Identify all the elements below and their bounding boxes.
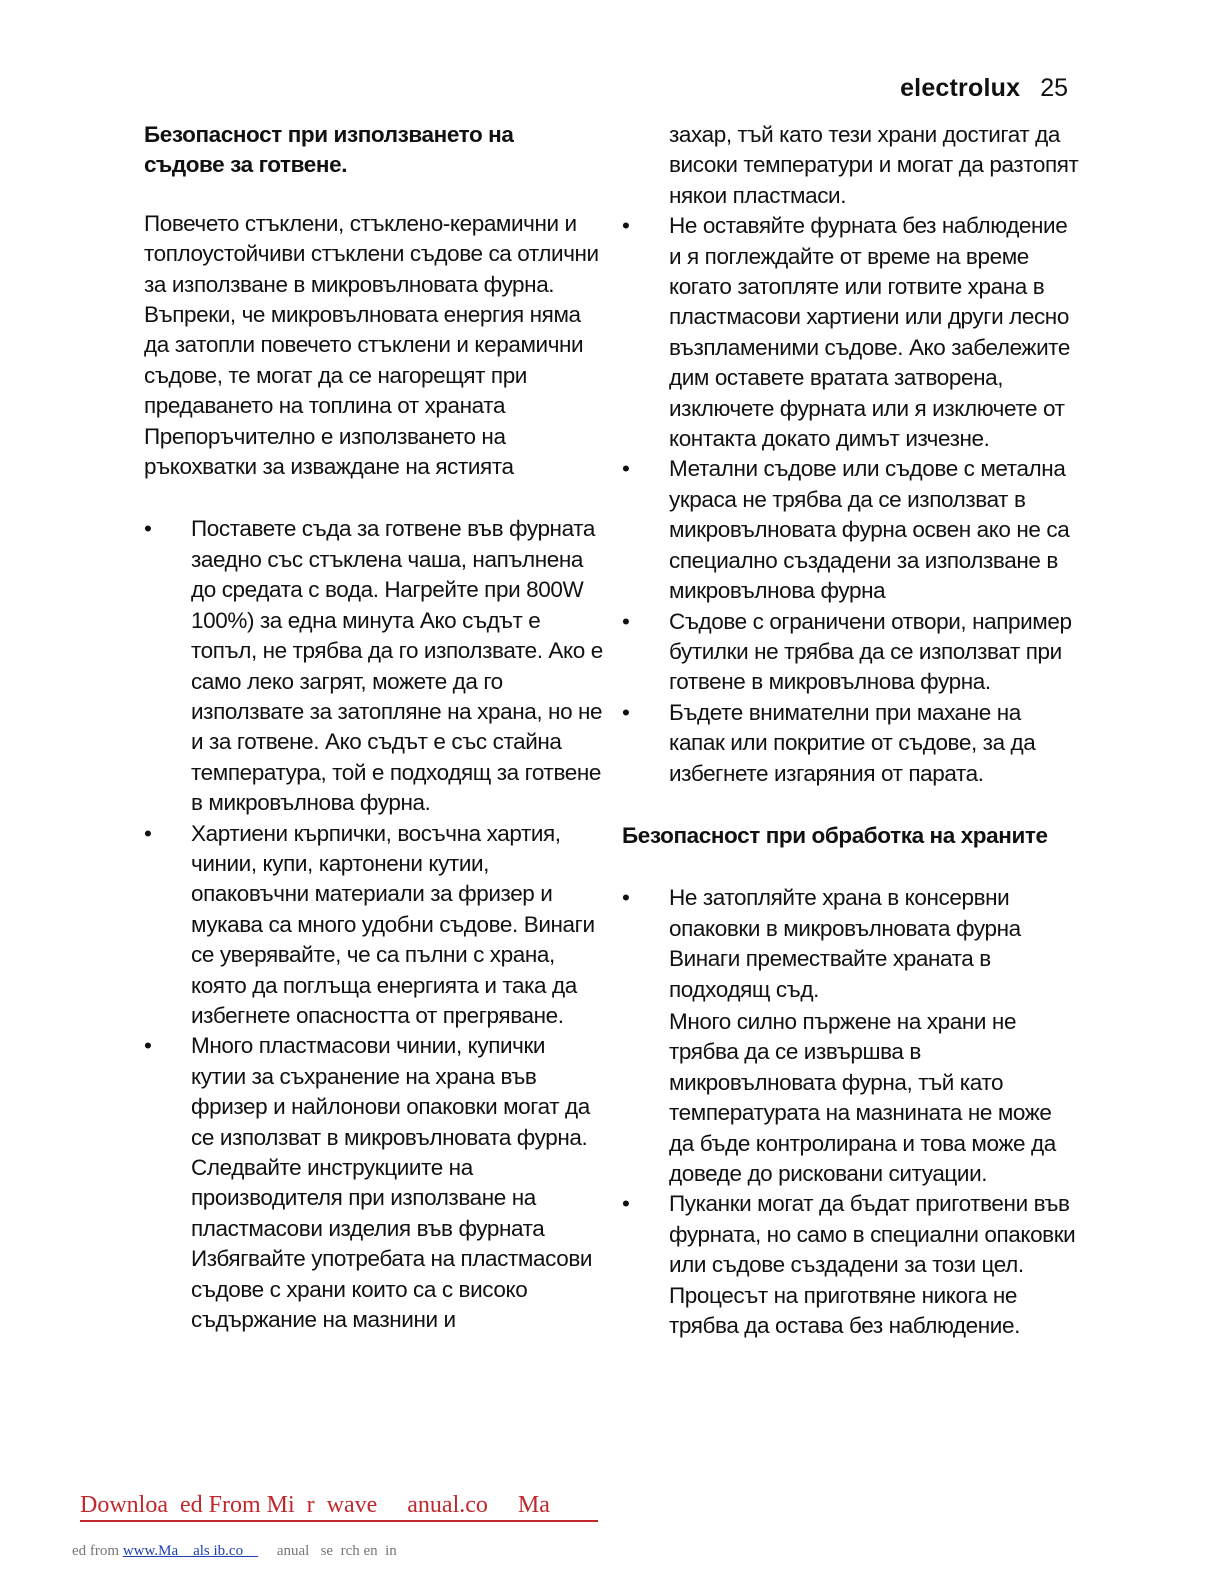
page-number: 25 <box>1040 74 1068 102</box>
list-item-text: Съдове с ограничени отвори, например бутилки не трябва да се използват при готвене в микровълнова фурна. <box>669 608 1072 695</box>
right-column <box>622 120 1082 1341</box>
list-item <box>622 607 1082 698</box>
bullet-icon: • <box>622 885 630 911</box>
heading-line-2: съдове за готвене. <box>144 152 348 178</box>
list-item <box>144 514 604 818</box>
bullet-icon: • <box>622 608 630 634</box>
bullet-icon: • <box>622 213 630 239</box>
list-item <box>144 819 604 1032</box>
list-item-text: Метални съдове или съдове с метална украса не трябва да се използват в микровълновата фурна освен ако не са специално създадени за използване в микровълнова фурна <box>669 456 1070 604</box>
cookware-bullet-list <box>144 514 604 1335</box>
bullet-icon: • <box>144 516 152 542</box>
list-item <box>622 1189 1082 1341</box>
list-item <box>622 211 1082 454</box>
page-header <box>900 74 1068 103</box>
continuation-text: захар, тъй като тези храни достигат да високи температури и могат да разтопят някои пластмаси. <box>669 122 1079 208</box>
bullet-icon: • <box>622 456 630 482</box>
bullet-icon: • <box>144 820 152 846</box>
download-watermark-link[interactable]: Downloa ed From Mi r wave anual.co Ma <box>80 1492 598 1522</box>
list-item <box>622 883 1082 1189</box>
list-item <box>144 1031 604 1335</box>
list-item-text: Бъдете внимателни при махане на капак или покритие от съдове, за да избегнете изгаряния от парата. <box>669 699 1036 786</box>
section-heading-food-safety: Безопасност при обработка на храните <box>622 822 1048 848</box>
list-item-text: Не оставяйте фурната без наблюдение и я поглеждайте от време на време когато затопляте или готвите храна в пластмасови хартиени или други лесно възпламеними съдове. Ако забележите дим оставете вратата затворена, изключете фурната или я изключете от контакта докато димът изчезне. <box>669 213 1071 452</box>
source-prefix: ed from <box>72 1543 123 1559</box>
source-suffix: anual se rch en in <box>258 1543 397 1559</box>
list-item-text: Поставете съда за готвене във фурната заедно със стъклена чаша, напълнена до средата с вода. Нагрейте при 800W 100%) за една минута Ако съдът е топъл, не трябва да го използвате. Ако е само леко загрят, можете да го използвате за затопляне на храна, но не и за готвене. Ако съдът е със стайна температура, той е подходящ за готвене в микровълнова фурна. <box>191 516 603 816</box>
food-safety-bullet-list <box>622 883 1082 1341</box>
list-item <box>622 698 1082 789</box>
source-watermark <box>72 1543 397 1560</box>
list-item-text: Много пластмасови чинии, купички кутии за съхранение на храна във фризер и найлонови опаковки могат да се използват в микровълновата фурна. Следвайте инструкциите на производителя при използване на пластмасови изделия във фурната Избягвайте употребата на пластмасови съдове с храни които са с високо съдържание на мазнини и <box>191 1033 593 1333</box>
list-item <box>622 454 1082 606</box>
section-heading-cookware <box>144 120 604 181</box>
list-item-text: Хартиени кърпички, восъчна хартия, чинии, купи, картонени кутии, опаковъчни материали за фризер и мукава са много удобни съдове. Винаги се уверявайте, че са пълни с храна, която да поглъща енергията и така да избегнете опасността от прегряване. <box>191 820 595 1028</box>
brand-logo-text: electrolux <box>900 74 1021 102</box>
heading-line-1: Безопасност при използването на <box>144 122 514 147</box>
list-item-text: Пуканки могат да бъдат приготвени във фурната, но само в специални опаковки или съдове създадени за този цел. Процесът на приготвяне никога не трябва да остава без наблюдение. <box>669 1191 1076 1339</box>
list-item-continuation <box>622 120 1082 211</box>
bullet-icon: • <box>622 699 630 725</box>
source-link[interactable]: www.Ma als ib.co <box>122 1543 259 1559</box>
cookware-bullet-list-continued <box>622 120 1082 789</box>
bullet-icon: • <box>144 1033 152 1059</box>
list-item-text: Не затопляйте храна в консервни опаковки в микровълновата фурна Винаги премествайте храната в подходящ съд. <box>669 885 1021 1002</box>
bullet-icon: • <box>622 1191 630 1217</box>
intro-paragraph: Повечето стъклени, стъклено-керамични и топлоустойчиви стъклени съдове са отлични за използване в микровълновата фурна. Въпреки, че микровълновата енергия няма да затопли повечето стъклени и керамични съдове, те могат да се нагорещят при предаването на топлина от храната Препоръчително е използването на ръкохватки за изваждане на ястията <box>144 210 599 480</box>
left-column <box>144 120 604 1335</box>
list-item-extra-text: Много силно пържене на храни не трябва да се извършва в микровълновата фурна, тъй като температурата на мазнината не може да бъде контролирана и това може да доведе до рисковани ситуации. <box>669 1008 1056 1186</box>
